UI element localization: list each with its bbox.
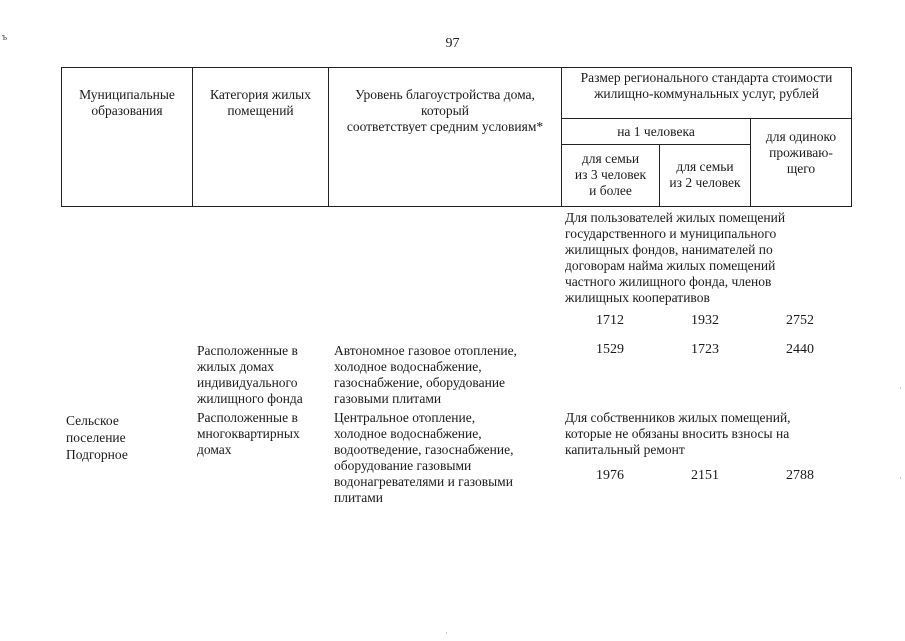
- header-single: для одиноко проживаю- щего: [751, 119, 852, 207]
- header-amenities: Уровень благоустройства дома, который соответствует средним условиям*: [329, 68, 562, 207]
- row3-family-2: 2151: [691, 468, 719, 483]
- header-category: Категория жилых помещений: [193, 68, 329, 207]
- row2-single: 2440: [786, 342, 814, 357]
- row3-single: 2788: [786, 468, 814, 483]
- header-standard: Размер регионального стандарта стоимости жилищно-коммунальных услуг, рублей: [562, 68, 852, 119]
- note-tenants: Для пользователей жилых помещений государственного и муниципального жилищных фондов, нанимателей по договорам найма жилых помещений частного жилищного фонда, членов жилищных кооперативов: [565, 210, 786, 305]
- category-individual: Расположенные в жилых домах индивидуального жилищного фонда: [197, 343, 303, 406]
- row1-single: 2752: [786, 313, 814, 328]
- amenities-individual: Автономное газовое отопление, холодное водоснабжение, газоснабжение, оборудование газовыми плитами: [334, 343, 517, 406]
- row3-family-3plus: 1976: [596, 468, 624, 483]
- table-header: [61, 67, 852, 207]
- municipality-name: Сельское поселение Подгорное: [66, 413, 128, 462]
- row1-family-3plus: 1712: [596, 313, 624, 328]
- scan-speck: ·: [899, 383, 902, 393]
- note-owners: Для собственников жилых помещений, которые не обязаны вносить взносы на капитальный ремонт: [565, 410, 791, 457]
- header-family-3plus: для семьи из 3 человек и более: [562, 145, 660, 207]
- scan-speck: ·: [899, 473, 902, 483]
- page-number: 97: [445, 36, 460, 51]
- scan-speck: ·: [445, 628, 448, 638]
- category-apartment: Расположенные в многоквартирных домах: [197, 410, 300, 457]
- margin-mark: ъ: [2, 32, 8, 43]
- amenities-apartment: Центральное отопление, холодное водоснабжение, водоотведение, газоснабжение, оборудование газовыми водонагревателями и газовыми плитами: [334, 410, 514, 505]
- row2-family-3plus: 1529: [596, 342, 624, 357]
- header-family-2: для семьи из 2 человек: [660, 145, 751, 207]
- row1-family-2: 1932: [691, 313, 719, 328]
- row2-family-2: 1723: [691, 342, 719, 357]
- header-per-person: на 1 человека: [562, 119, 751, 145]
- header-municipality: Муниципальные образования: [62, 68, 193, 207]
